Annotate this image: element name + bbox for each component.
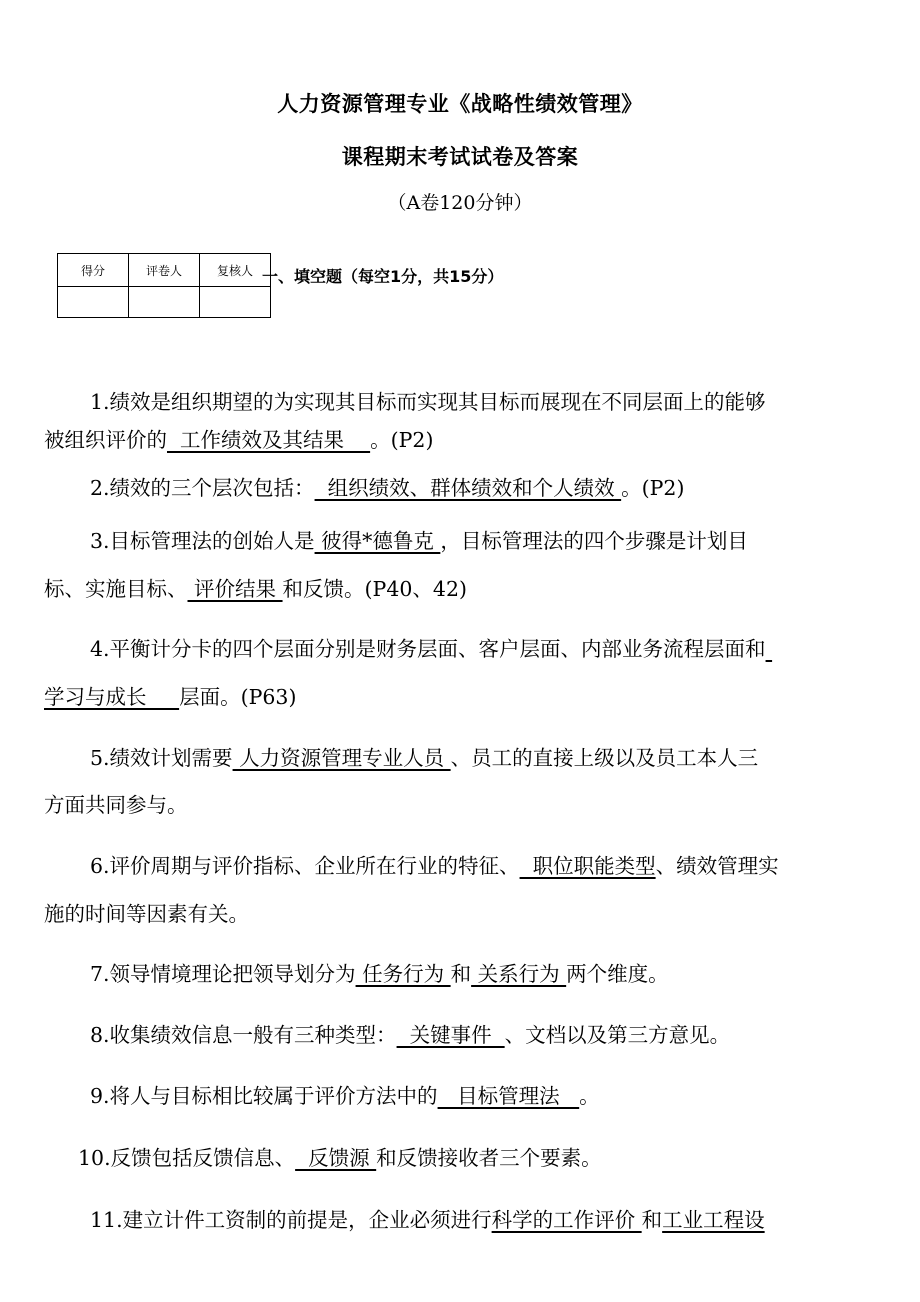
q10-text-2: 和反馈接收者三个要素。 — [376, 1146, 602, 1170]
q3-ref: 和反馈。(P40、42) — [282, 577, 468, 601]
question-4-line-2 — [44, 682, 894, 712]
question-3-line-1 — [90, 526, 920, 556]
question-3-line-2 — [44, 574, 894, 604]
section-title: 一、填空题（每空1分，共15分） — [262, 267, 504, 286]
q3-text: 3.目标管理法的创始人是 — [90, 529, 315, 553]
q11-text-2: 和 — [641, 1208, 663, 1232]
q3-answer-2: 评价结果 — [187, 577, 283, 601]
q5-answer: 人力资源管理专业人员 — [232, 746, 451, 770]
q9-text-2: 。 — [579, 1084, 600, 1108]
question-6-line-2 — [44, 899, 894, 929]
question-4-line-1 — [90, 634, 920, 664]
q8-text-2: 、文档以及第三方意见。 — [504, 1023, 731, 1047]
q2-ref: 。(P2) — [621, 476, 685, 500]
q1-text: 1.绩效是组织期望的为实现其目标而实现其目标而展现在不同层面上的能够 — [90, 390, 766, 414]
q11-answer-1: 科学的工作评价 — [491, 1208, 642, 1232]
title-line-1: 人力资源管理专业《战略性绩效管理》 — [277, 92, 643, 116]
question-9 — [90, 1081, 920, 1111]
question-6-line-1 — [90, 851, 920, 881]
q7-answer-2: 关系行为 — [471, 962, 567, 986]
q2-answer: 组织绩效、群体绩效和个人绩效 — [314, 476, 622, 500]
q6-text: 6.评价周期与评价指标、企业所在行业的特征、 — [90, 854, 520, 878]
q4-answer: 学习与成长 — [44, 685, 180, 709]
score-cell[interactable] — [58, 287, 129, 318]
question-1-line-2 — [44, 425, 894, 455]
q9-answer: 目标管理法 — [437, 1084, 580, 1108]
q5-text-3: 方面共同参与。 — [44, 793, 188, 817]
q11-answer-2: 工业工程设 — [662, 1208, 765, 1232]
q7-text-3: 两个维度。 — [566, 962, 669, 986]
exam-subtitle: （A卷120分钟） — [387, 192, 533, 214]
question-2 — [90, 473, 920, 503]
q9-text: 9.将人与目标相比较属于评价方法中的 — [90, 1084, 438, 1108]
question-1-line-1 — [90, 387, 920, 417]
q11-text: 11.建立计件工资制的前提是，企业必须进行 — [90, 1208, 492, 1232]
q3-text-2: ，目标管理法的四个步骤是计划目 — [440, 529, 748, 553]
q2-text: 2.绩效的三个层次包括： — [90, 476, 315, 500]
reviewer-cell[interactable] — [200, 287, 271, 318]
question-5-line-2 — [44, 790, 894, 820]
question-5-line-1 — [90, 743, 920, 773]
q8-text: 8.收集绩效信息一般有三种类型： — [90, 1023, 397, 1047]
q7-text: 7.领导情境理论把领导划分为 — [90, 962, 356, 986]
grader-cell[interactable] — [129, 287, 200, 318]
q4-text: 4.平衡计分卡的四个层面分别是财务层面、客户层面、内部业务流程层面和 — [90, 637, 766, 661]
score-table — [57, 253, 271, 318]
q1-ref: 。(P2) — [370, 428, 434, 452]
score-header-reviewer: 复核人 — [200, 254, 271, 287]
q7-answer-1: 任务行为 — [355, 962, 451, 986]
title-line-2: 课程期末考试试卷及答案 — [341, 145, 579, 169]
q10-answer: 反馈源 — [295, 1146, 377, 1170]
question-10 — [78, 1143, 920, 1173]
q6-text-3: 施的时间等因素有关。 — [44, 902, 249, 926]
q6-text-2: 、绩效管理实 — [655, 854, 779, 878]
q1-text-2: 被组织评价的 — [44, 428, 167, 452]
question-8 — [90, 1020, 920, 1050]
score-header-score: 得分 — [58, 254, 129, 287]
q4-ref: 层面。(P63) — [179, 685, 297, 709]
score-header-grader: 评卷人 — [129, 254, 200, 287]
q3-answer-1: 彼得*德鲁克 — [314, 529, 441, 553]
q10-text: 10.反馈包括反馈信息、 — [78, 1146, 296, 1170]
q1-answer: 工作绩效及其结果 — [167, 428, 371, 452]
q3-text-3: 标、实施目标、 — [44, 577, 188, 601]
q7-text-2: 和 — [450, 962, 472, 986]
question-11 — [90, 1205, 920, 1235]
q5-text: 5.绩效计划需要 — [90, 746, 233, 770]
q8-answer: 关键事件 — [396, 1023, 505, 1047]
q5-text-2: 、员工的直接上级以及员工本人三 — [450, 746, 759, 770]
q4-answer-start — [766, 637, 773, 661]
question-7 — [90, 959, 920, 989]
q6-answer: 职位职能类型 — [519, 854, 656, 878]
